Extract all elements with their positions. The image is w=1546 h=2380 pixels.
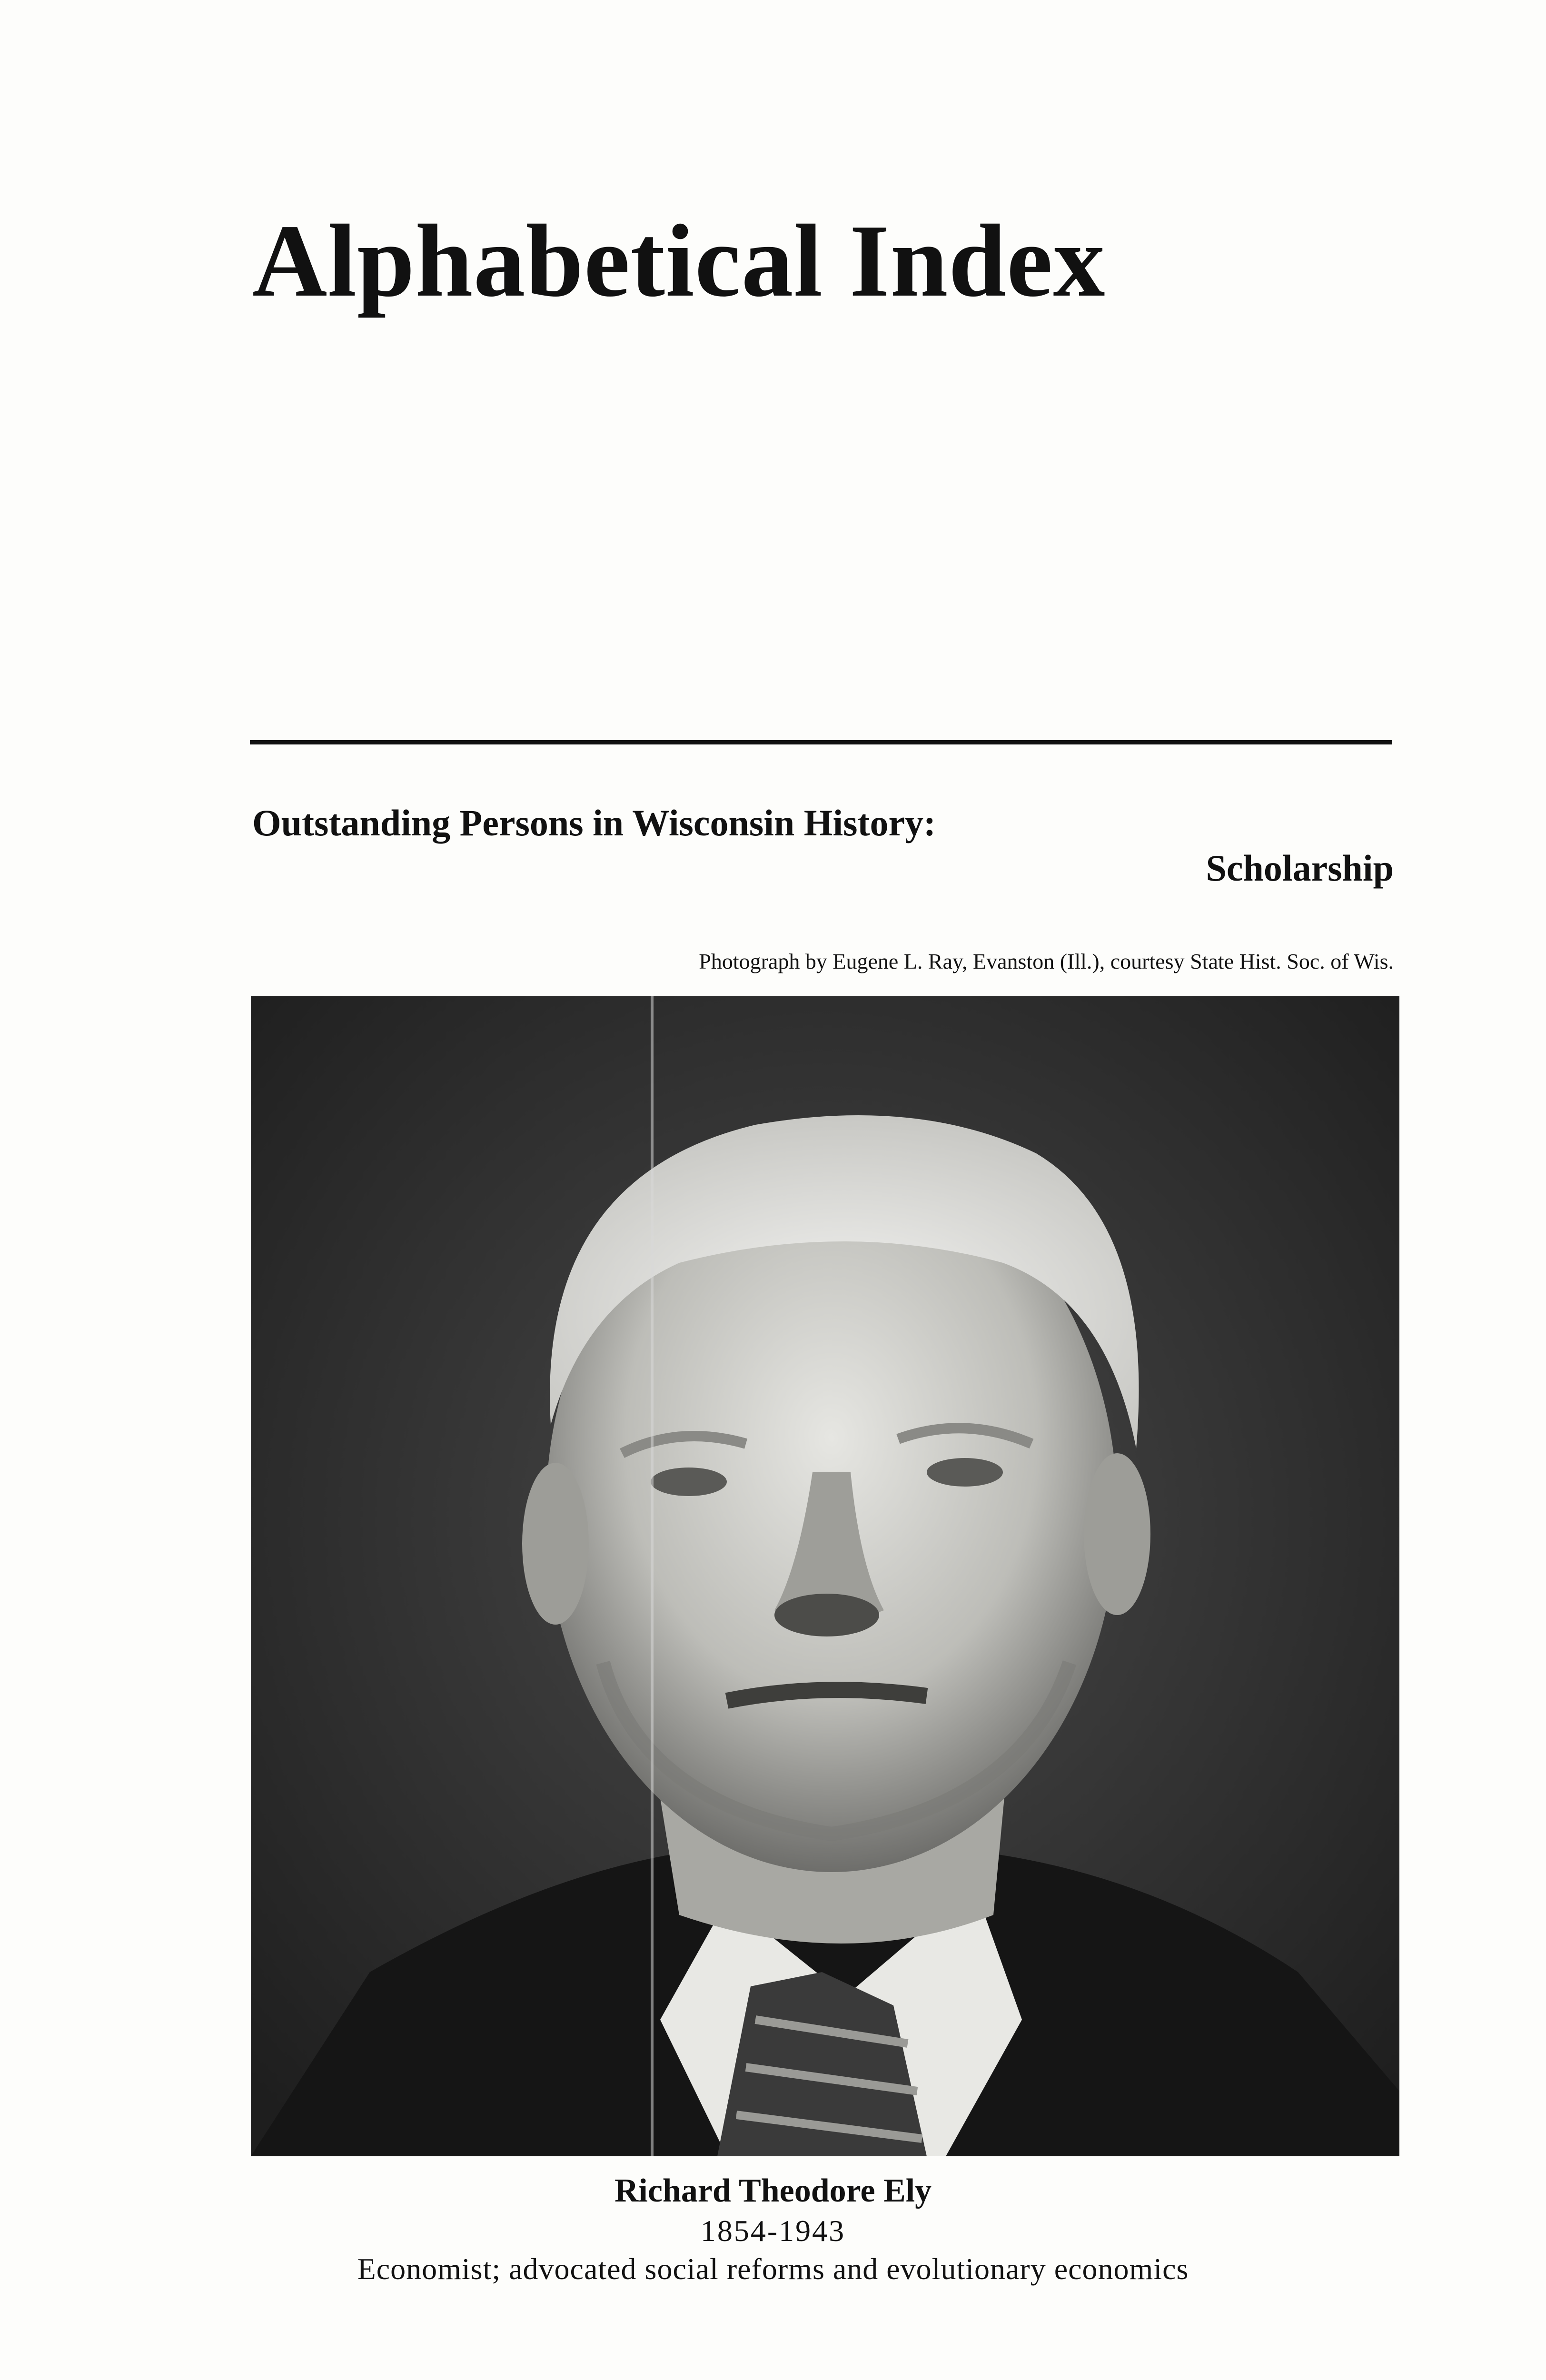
page-title: Alphabetical Index (252, 204, 1106, 318)
person-dates: 1854-1943 (700, 2214, 846, 2248)
portrait-photo (251, 996, 1399, 2156)
portrait-image (251, 996, 1399, 2156)
series-title: Outstanding Persons in Wisconsin History: (252, 802, 936, 843)
person-description: Economist; advocated social reforms and evolutionary economics (357, 2252, 1189, 2286)
category-label: Scholarship (1206, 847, 1394, 889)
person-name: Richard Theodore Ely (614, 2172, 932, 2209)
photo-credit: Photograph by Eugene L. Ray, Evanston (Ill.), courtesy State Hist. Soc. of Wis. (699, 949, 1394, 973)
horizontal-rule (250, 740, 1392, 744)
